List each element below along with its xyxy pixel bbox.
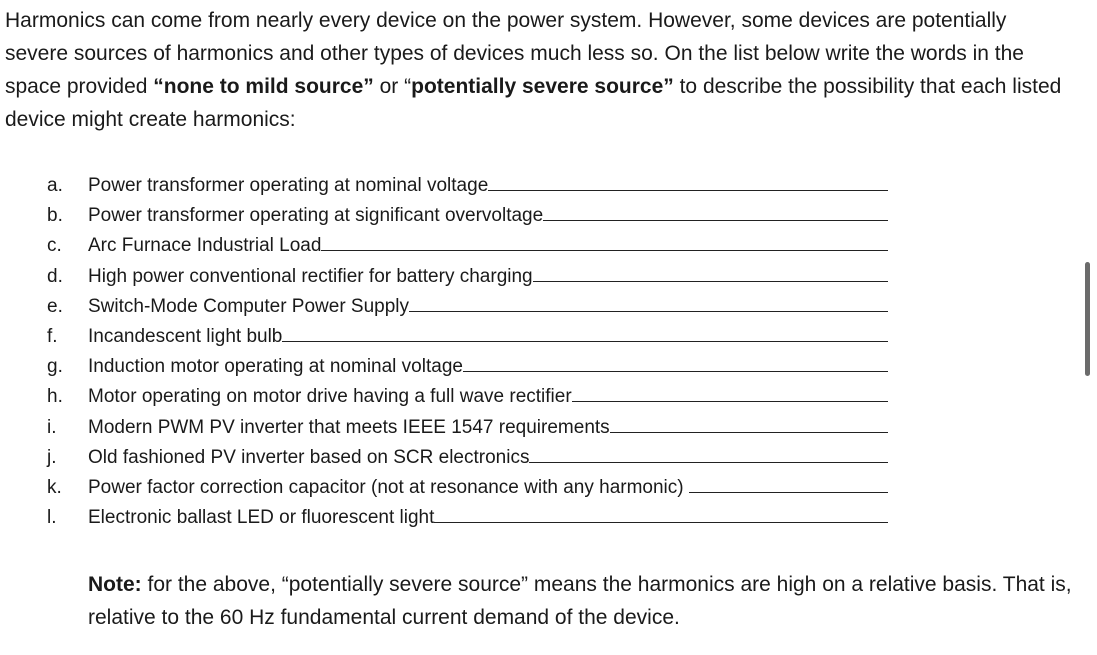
device-description: Power transformer operating at significant overvoltage (88, 201, 888, 231)
intro-text-2: or “ (373, 75, 412, 98)
list-marker: j. (47, 446, 57, 468)
note-text: for the above, “potentially severe source” means the harmonics are high on a relative basis. That is, relative to the 60 Hz fundamental current demand of the device. (88, 573, 1072, 629)
answer-blank[interactable] (321, 231, 888, 251)
list-marker: e. (47, 295, 63, 317)
note-paragraph (88, 568, 1078, 634)
device-description: Power transformer operating at nominal voltage (88, 171, 888, 201)
answer-blank[interactable] (572, 382, 888, 402)
intro-option-potentially-severe: potentially severe source” (411, 75, 674, 98)
answer-blank[interactable] (689, 473, 888, 493)
answer-blank[interactable] (610, 413, 888, 433)
instructions-paragraph (5, 4, 1065, 136)
device-description: Arc Furnace Industrial Load (88, 231, 888, 261)
vertical-scrollbar[interactable] (1085, 262, 1090, 376)
list-marker: d. (47, 265, 63, 287)
intro-text-1: Harmonics can come from nearly every device on the power system. However, some devices are potentially severe sources of harmonics and other types of devices much less so. On the list below write the words in the space provided (5, 9, 1024, 98)
list-marker: h. (47, 386, 63, 408)
list-marker: l. (47, 507, 57, 529)
list-marker: k. (47, 476, 62, 498)
list-marker: a. (47, 175, 63, 196)
device-description: Switch-Mode Computer Power Supply (88, 292, 888, 322)
device-description: High power conventional rectifier for battery charging (88, 262, 888, 292)
note-label: Note: (88, 573, 142, 596)
answer-blank[interactable] (543, 201, 888, 221)
answer-blank[interactable] (463, 352, 888, 372)
answer-blank[interactable] (409, 292, 888, 312)
answer-blank[interactable] (533, 262, 888, 282)
answer-blank[interactable] (488, 171, 888, 191)
intro-text-3: to describe the possibility that each listed device might create harmonics: (5, 75, 1062, 131)
intro-option-none-to-mild: “none to mild source” (153, 75, 374, 98)
device-description: Power factor correction capacitor (not at resonance with any harmonic) (88, 473, 888, 503)
device-description: Induction motor operating at nominal voltage (88, 352, 888, 382)
device-description: Electronic ballast LED or fluorescent light (88, 503, 888, 533)
list-marker: c. (47, 235, 62, 257)
answer-blank[interactable] (529, 443, 888, 463)
list-marker: g. (47, 356, 63, 378)
list-marker: f. (47, 325, 58, 347)
device-description: Motor operating on motor drive having a full wave rectifier (88, 382, 888, 412)
list-marker: b. (47, 205, 63, 227)
device-description: Old fashioned PV inverter based on SCR electronics (88, 443, 888, 473)
device-description: Modern PWM PV inverter that meets IEEE 1547 requirements (88, 413, 888, 443)
answer-blank[interactable] (434, 503, 888, 523)
list-marker: i. (47, 416, 57, 438)
answer-blank[interactable] (282, 322, 888, 342)
device-description: Incandescent light bulb (88, 322, 888, 352)
